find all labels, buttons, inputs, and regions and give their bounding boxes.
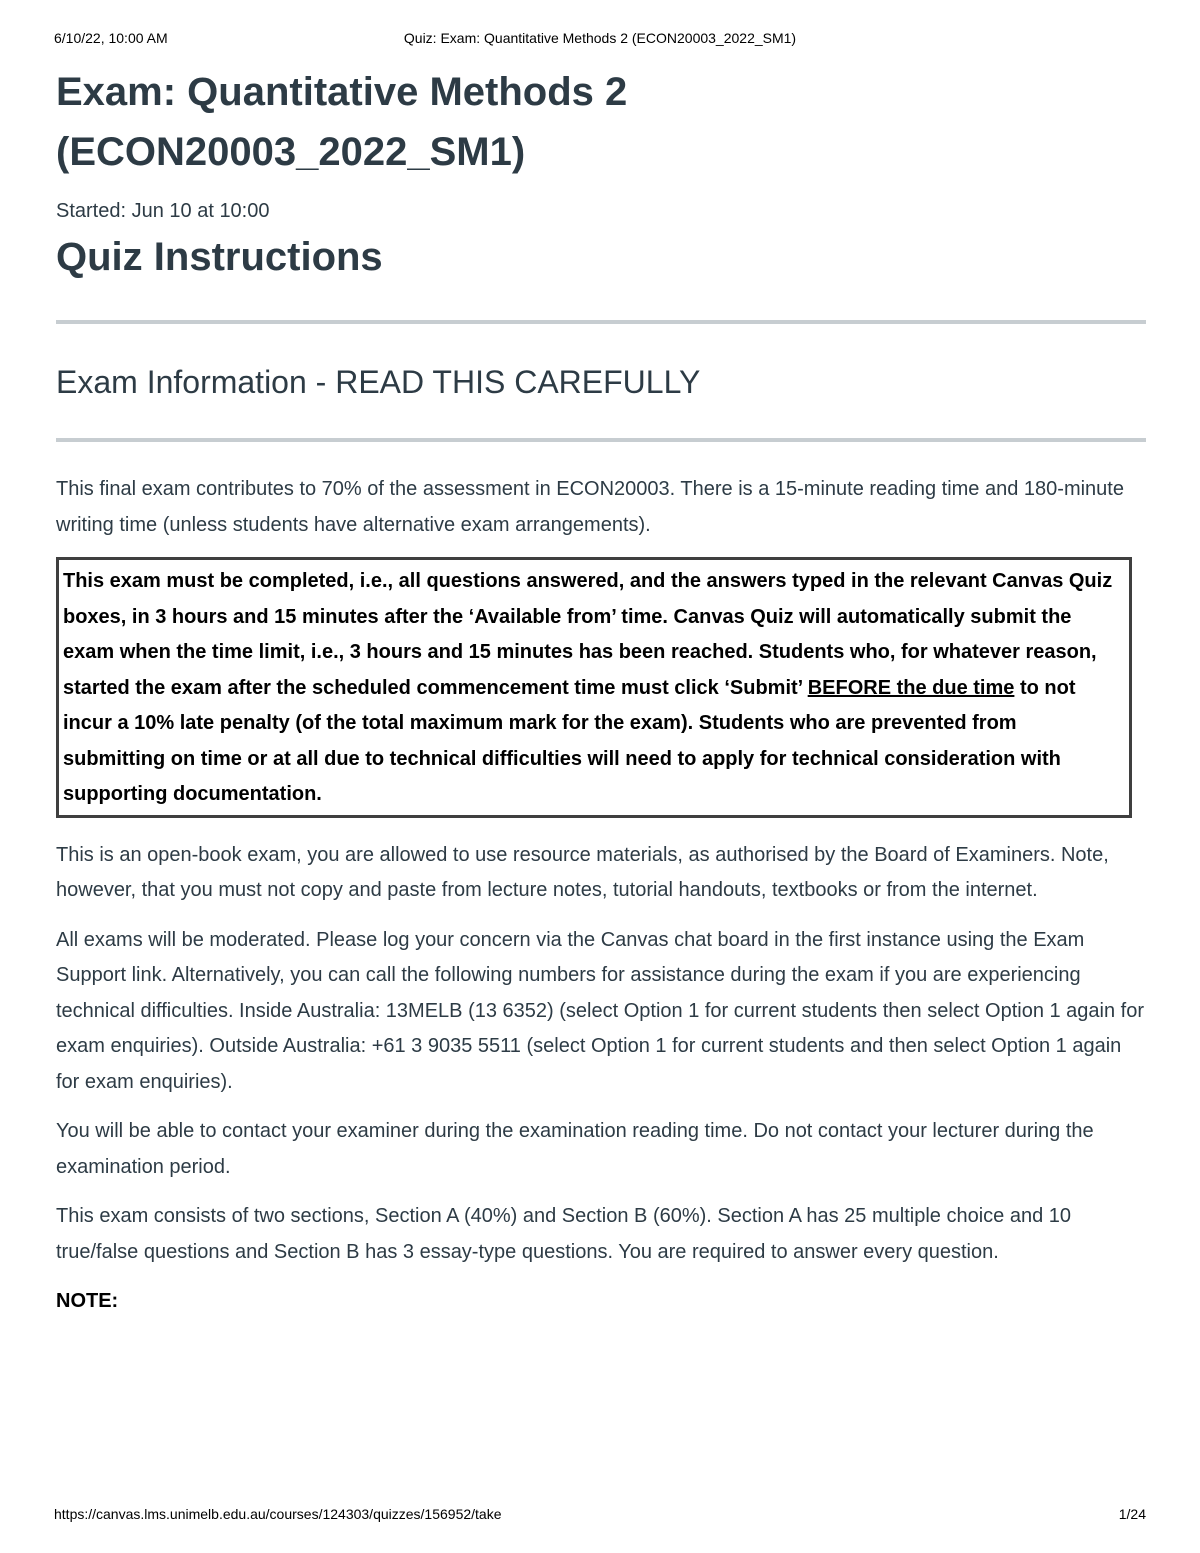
print-url: https://canvas.lms.unimelb.edu.au/courses/124303/quizzes/156952/take [54, 1506, 502, 1522]
quiz-instructions-heading: Quiz Instructions [56, 235, 383, 279]
notice-underlined-text: BEFORE the due time [807, 676, 1015, 699]
started-time: Started: Jun 10 at 10:00 [56, 200, 270, 222]
exam-intro-paragraph: This final exam contributes to 70% of the assessment in ECON20003. There is a 15-minute reading time and 180-minute writing time (unless students have alternative exam arrangements). [56, 478, 1124, 536]
important-notice-box [56, 557, 1132, 818]
exam-structure-paragraph: This exam consists of two sections, Section A (40%) and Section B (60%). Section A has 25 multiple choice and 10 true/false questions and Section B has 3 essay-type questions. You are required to answer every question. [56, 1205, 1071, 1263]
quiz-title [56, 62, 1146, 182]
notice-text-part-2: to not incur a 10% late penalty (of the total maximum mark for the exam). Students who are prevented from submitting on time or at all due to technical difficulties will need to apply for technical consideration with supporting documentation. [63, 676, 1076, 805]
moderation-support-paragraph: All exams will be moderated. Please log your concern via the Canvas chat board in the first instance using the Exam Support link. Alternatively, you can call the following numbers for assistance during the exam if you are experiencing technical difficulties. Inside Australia: 13MELB (13 6352) (select Option 1 for current students then select Option 1 again for exam enquiries). Outside Australia: +61 3 9035 5511 (select Option 1 for current students and then select Option 1 again for exam enquiries). [56, 928, 1145, 1093]
print-header [54, 30, 1146, 50]
exam-information-heading: Exam Information - READ THIS CAREFULLY [56, 364, 701, 400]
quiz-content [56, 62, 1146, 1320]
divider-bottom [56, 438, 1146, 442]
print-date: 6/10/22, 10:00 AM [54, 30, 168, 46]
print-footer [54, 1506, 1146, 1526]
notice-text-part-1: This exam must be completed, i.e., all questions answered, and the answers typed in the relevant Canvas Quiz boxes, in 3 hours and 15 minutes after the ‘Available from’ time. Canvas Quiz will automatically submit the exam when the time limit, i.e., 3 hours and 15 minutes has been reached. Students who, for whatever reason, started the exam after the scheduled commencement time must click ‘Submit’ [63, 570, 1113, 699]
print-page-number: 1/24 [1118, 1506, 1146, 1522]
contact-examiner-paragraph: You will be able to contact your examiner during the examination reading time. Do not contact your lecturer during the examination period. [56, 1120, 1094, 1178]
open-book-paragraph: This is an open-book exam, you are allowed to use resource materials, as authorised by the Board of Examiners. Note, however, that you must not copy and paste from lecture notes, tutorial handouts, textbooks or from the internet. [56, 843, 1109, 901]
print-document-title: Quiz: Exam: Quantitative Methods 2 (ECON20003_2022_SM1) [403, 30, 797, 46]
note-label: NOTE: [56, 1290, 119, 1312]
quiz-title-line-1: Exam: Quantitative Methods 2 [56, 70, 628, 114]
quiz-title-line-2: (ECON20003_2022_SM1) [56, 130, 526, 174]
